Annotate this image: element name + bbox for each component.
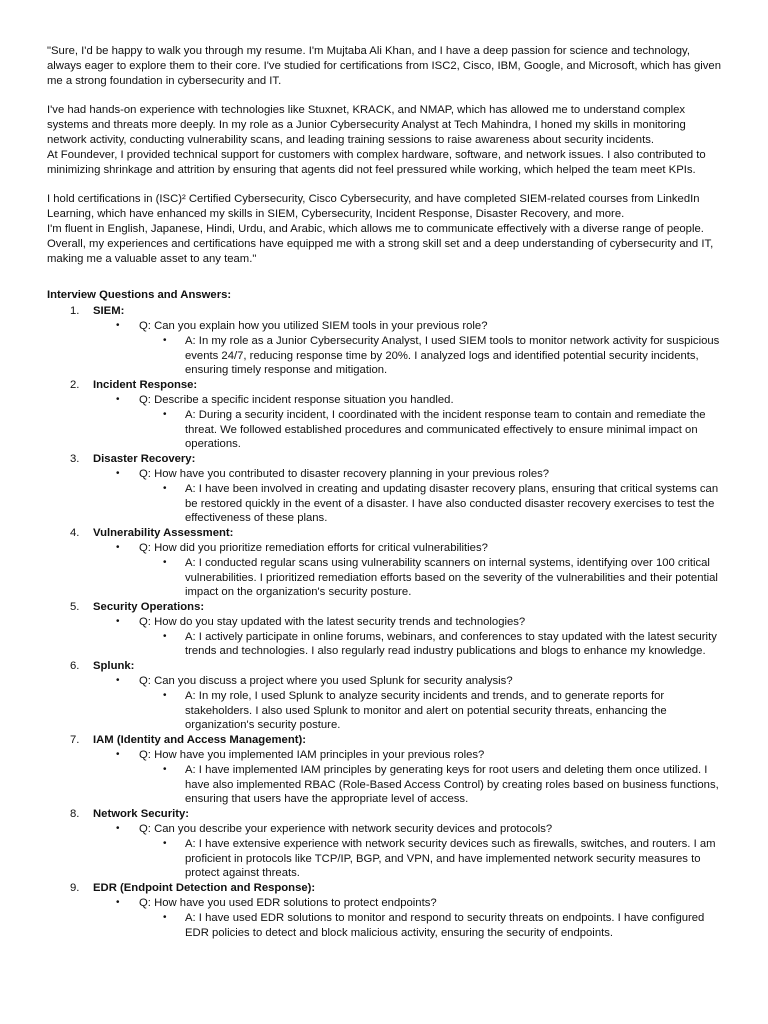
bullet-icon: • [163,482,167,494]
bullet-icon: • [163,911,167,923]
topic-title: IAM (Identity and Access Management): [93,734,307,747]
topic-title: Network Security: [93,808,190,821]
answer-text: A: I have been involved in creating and updating disaster recovery plans, ensuring that critical systems can be restored quickly in the event of a disaster. I have also conducted disaster recovery exercises to test the effectiveness of these plans. [185,482,719,525]
bullet-icon: • [116,319,120,331]
answer-line [47,763,723,807]
bullet-icon: • [163,763,167,775]
question-text: Q: Can you describe your experience with network security devices and protocols? [139,823,553,836]
interview-heading: Interview Questions and Answers: [47,289,232,302]
bullet-icon: • [116,675,120,687]
question-text: Q: How have you used EDR solutions to protect endpoints? [139,897,437,910]
question-line [47,319,723,334]
bullet-icon: • [116,393,120,405]
question-item [47,733,723,807]
bullet-icon: • [163,556,167,568]
answer-line [47,334,723,378]
topic-title: Splunk: [93,660,135,673]
question-item [47,659,723,733]
interview-question-list [47,304,723,940]
bullet-icon: • [163,630,167,642]
question-text: Q: Describe a specific incident response situation you handled. [139,393,454,406]
question-item [47,807,723,881]
question-text: Q: How did you prioritize remediation efforts for critical vulnerabilities? [139,541,488,554]
topic-title: EDR (Endpoint Detection and Response): [93,882,316,895]
question-line [47,748,723,763]
bullet-icon: • [116,541,120,553]
answer-line [47,482,723,526]
intro-text: I've had hands-on experience with technologies like Stuxnet, KRACK, and NMAP, which has allowed me to understand complex systems and threats more deeply. In my role as a Junior Cybersecurity Analyst at Tech Mahindra, I honed my skills in monitoring network activity, conducting vulnerability scans, and leading training sessions to raise awareness about security incidents. [47,104,686,146]
bullet-icon: • [116,615,120,627]
intro-paragraph-2 [47,103,723,177]
answer-text: A: I conducted regular scans using vulnerability scanners on internal systems, identifying over 100 critical vulnerabilities. I prioritized remediation efforts based on the severity of the vulnerabilities and their potential impact on the organization's security posture. [185,556,718,599]
question-item [47,526,723,600]
answer-text: A: I have extensive experience with network security devices such as firewalls, switches, and routers. I am proficient in protocols like TCP/IP, BGP, and VPN, and have implemented network security measures to protect against threats. [185,837,716,880]
question-text: Q: How have you implemented IAM principles in your previous roles? [139,749,485,762]
question-text: Q: Can you explain how you utilized SIEM tools in your previous role? [139,319,488,332]
answer-text: A: I have used EDR solutions to monitor and respond to security threats on endpoints. I have configured EDR policies to detect and block malicious activity, ensuring the security of endpoints. [185,911,705,939]
question-text: Q: How have you contributed to disaster recovery planning in your previous roles? [139,467,550,480]
question-text: Q: Can you discuss a project where you used Splunk for security analysis? [139,675,513,688]
item-number: 6. [70,660,80,673]
item-number: 2. [70,379,80,392]
topic-title: Disaster Recovery: [93,453,196,466]
item-number: 3. [70,453,80,466]
bullet-icon: • [116,823,120,835]
answer-line [47,408,723,452]
bullet-icon: • [116,467,120,479]
bullet-icon: • [163,689,167,701]
item-number: 8. [70,808,80,821]
intro-paragraph-1 [47,44,723,88]
item-number: 5. [70,601,80,614]
bullet-icon: • [116,749,120,761]
question-line [47,896,723,911]
answer-text: A: In my role as a Junior Cybersecurity Analyst, I used SIEM tools to monitor network activity for suspicious events 24/7, reducing response time by 20%. I analyzed logs and identified potential security incidents, ensuring timely response and mitigation. [185,334,720,377]
item-number: 9. [70,882,80,895]
question-line [47,541,723,556]
question-line [47,467,723,482]
answer-line [47,630,723,660]
question-line [47,393,723,408]
document-page [47,44,723,940]
item-number: 1. [70,305,80,318]
intro-text: At Foundever, I provided technical support for customers with complex hardware, software, and network issues. I also contributed to minimizing shrinkage and attrition by ensuring that agents did not feel pressured while working, which helped the team meet KPIs. [47,148,706,176]
answer-text: A: I have implemented IAM principles by generating keys for root users and deleting them once utilized. I have also implemented RBAC (Role-Based Access Control) by creating roles based on business functions, ensuring that users have the appropriate level of access. [185,763,719,806]
question-line [47,822,723,837]
question-item [47,452,723,526]
topic-title: SIEM: [93,305,125,318]
intro-text: I'm fluent in English, Japanese, Hindi, Urdu, and Arabic, which allows me to communicate effectively with a diverse range of people. Overall, my experiences and certifications have equipped me with a strong skill set and a deep understanding of cybersecurity and IT, making me a valuable asset to any team." [47,222,714,265]
question-line [47,615,723,630]
question-item [47,304,723,378]
bullet-icon: • [116,897,120,909]
topic-title: Vulnerability Assessment: [93,527,234,540]
bullet-icon: • [163,837,167,849]
answer-text: A: In my role, I used Splunk to analyze security incidents and trends, and to generate reports for stakeholders. I also used Splunk to monitor and alert on potential security threats, enhancing the organization's security posture. [185,689,667,732]
item-number: 7. [70,734,80,747]
question-line [47,674,723,689]
answer-text: A: I actively participate in online forums, webinars, and conferences to stay updated with the latest security trends and technologies. I also regularly read industry publications and blogs to enhance my knowledge. [185,630,717,658]
answer-line [47,689,723,733]
answer-line [47,911,723,941]
question-text: Q: How do you stay updated with the latest security trends and technologies? [139,615,526,628]
bullet-icon: • [163,334,167,346]
answer-text: A: During a security incident, I coordinated with the incident response team to contain and remediate the threat. We followed established procedures and communicated effectively to ensure minimal impact on operations. [185,408,706,451]
bullet-icon: • [163,408,167,420]
question-item [47,378,723,452]
topic-title: Security Operations: [93,601,205,614]
intro-text: I hold certifications in (ISC)² Certified Cybersecurity, Cisco Cybersecurity, and have completed SIEM-related courses from LinkedIn Learning, which have enhanced my skills in SIEM, Cybersecurity, Incident Response, Disaster Recovery, and more. [47,193,700,221]
intro-text: "Sure, I'd be happy to walk you through my resume. I'm Mujtaba Ali Khan, and I have a deep passion for science and technology, always eager to explore them to their core. I've studied for certifications from ISC2, Cisco, IBM, Google, and Microsoft, which has given me a strong foundation in cybersecurity and IT. [47,45,721,87]
topic-title: Incident Response: [93,379,198,392]
answer-line [47,556,723,600]
intro-paragraph-3 [47,192,723,266]
answer-line [47,837,723,881]
question-item [47,881,723,940]
question-item [47,600,723,659]
item-number: 4. [70,527,80,540]
